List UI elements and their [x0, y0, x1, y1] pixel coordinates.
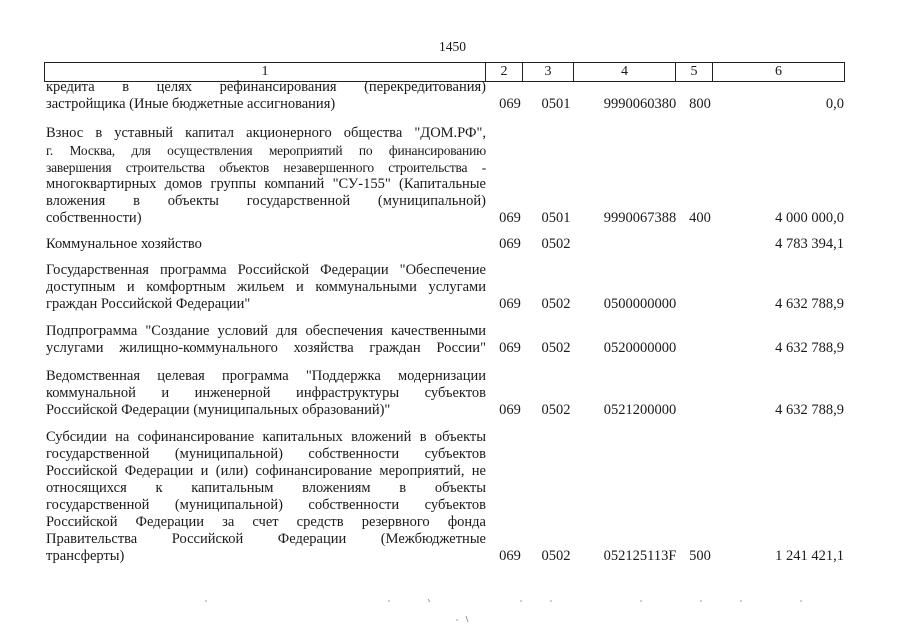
header-col-4: 4	[573, 63, 675, 81]
ministry-code: 069	[499, 296, 521, 312]
description-line: застройщика (Иные бюджетные ассигнования)	[46, 96, 336, 112]
row-description	[46, 125, 486, 227]
description-line: относящихся к капитальным вложениям в объекты	[46, 480, 486, 496]
row-description	[46, 323, 486, 357]
description-line: доступным и комфортным жильем и коммунальными услугами	[46, 279, 486, 295]
target-code: 9990067388	[603, 210, 677, 226]
row-description	[46, 79, 486, 113]
description-line: государственной (муниципальной) собственности субъектов	[46, 446, 486, 462]
description-line: Российской Федерации за счет средств резервного фонда	[46, 514, 486, 530]
amount: 0,0	[825, 96, 844, 112]
ministry-code: 069	[499, 340, 521, 356]
header-col-6: 6	[712, 63, 845, 81]
description-line: Российской Федерации (муниципальных образований)"	[46, 402, 391, 418]
ministry-code: 069	[499, 96, 521, 112]
amount: 4 632 788,9	[775, 296, 844, 312]
description-line: г. Москва, для осуществления мероприятий по финансированию	[46, 143, 486, 158]
description-line: Субсидии на софинансирование капитальных вложений в объекты	[46, 429, 486, 445]
section-code: 0502	[541, 548, 571, 564]
description-line: кредита в целях рефинансирования (перекредитования)	[46, 79, 486, 95]
expense-type-code: 800	[689, 96, 711, 112]
ministry-code: 069	[499, 402, 521, 418]
section-code: 0502	[541, 296, 571, 312]
section-code: 0502	[541, 402, 571, 418]
expense-type-code: 400	[689, 210, 711, 226]
description-line: Российской Федерации и (или) софинансирование мероприятий, не	[46, 463, 486, 479]
description-line: Ведомственная целевая программа "Поддержка модернизации	[46, 368, 486, 384]
scan-speck	[466, 616, 468, 622]
description-line: коммунальной и инженерной инфраструктуры субъектов	[46, 385, 486, 401]
row-description	[46, 429, 486, 565]
row-description	[46, 236, 486, 253]
amount: 4 632 788,9	[775, 402, 844, 418]
ministry-code: 069	[499, 236, 521, 252]
description-line: собственности)	[46, 210, 142, 226]
description-line: многоквартирных домов группы компаний "СУ-155" (Капитальные	[46, 176, 486, 192]
description-line: Правительства Российской Федерации (Межбюджетные	[46, 531, 486, 547]
header-col-5: 5	[675, 63, 712, 81]
scan-specks	[0, 598, 905, 628]
header-col-3: 3	[522, 63, 573, 81]
description-line: трансферты)	[46, 548, 125, 564]
page-number: 1450	[439, 39, 466, 54]
amount: 4 000 000,0	[775, 210, 844, 226]
amount: 4 783 394,1	[775, 236, 844, 252]
ministry-code: 069	[499, 210, 521, 226]
row-description	[46, 368, 486, 419]
row-description	[46, 262, 486, 313]
header-col-2: 2	[485, 63, 522, 81]
description-line: вложения в объекты государственной (муниципальной)	[46, 193, 486, 209]
section-code: 0502	[541, 340, 571, 356]
target-code: 0520000000	[603, 340, 677, 356]
description-line: Коммунальное хозяйство	[46, 236, 202, 252]
target-code: 0521200000	[603, 402, 677, 418]
description-line: Взнос в уставный капитал акционерного общества "ДОМ.РФ",	[46, 125, 486, 141]
header-col-1: 1	[44, 63, 485, 81]
target-code: 0500000000	[603, 296, 677, 312]
amount: 4 632 788,9	[775, 340, 844, 356]
scan-speck	[428, 599, 430, 602]
amount: 1 241 421,1	[775, 548, 844, 564]
description-line: Государственная программа Российской Федерации "Обеспечение	[46, 262, 486, 278]
section-code: 0501	[541, 96, 571, 112]
description-line: завершения строительства объектов незавершенного строительства -	[46, 160, 486, 175]
description-line: Подпрограмма "Создание условий для обеспечения качественными	[46, 323, 486, 339]
description-line: государственной (муниципальной) собственности субъектов	[46, 497, 486, 513]
expense-type-code: 500	[689, 548, 711, 564]
section-code: 0501	[541, 210, 571, 226]
description-line: услугами жилищно-коммунального хозяйства граждан России"	[46, 340, 486, 356]
section-code: 0502	[541, 236, 571, 252]
target-code: 9990060380	[603, 96, 677, 112]
description-line: граждан Российской Федерации"	[46, 296, 251, 312]
target-code: 052125113F	[603, 548, 677, 564]
ministry-code: 069	[499, 548, 521, 564]
